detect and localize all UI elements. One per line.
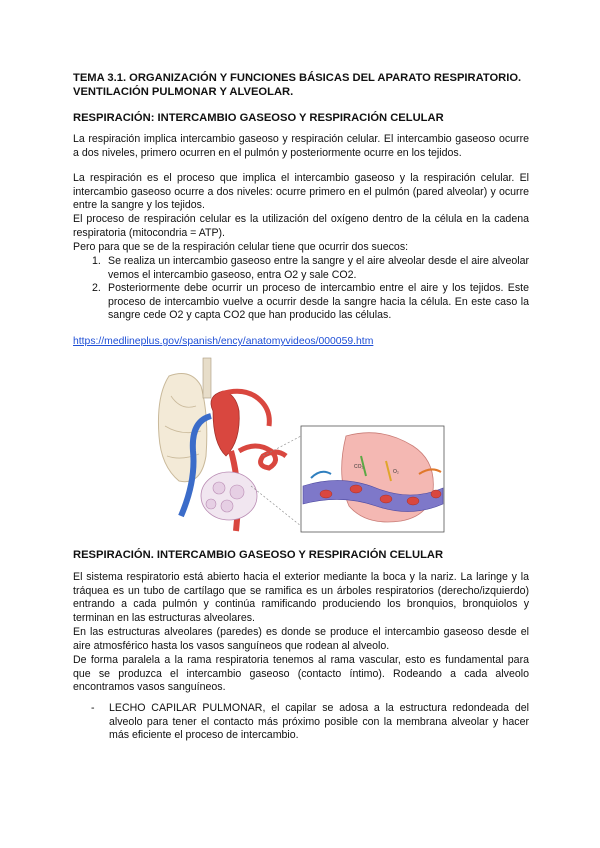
paragraph-4: Pero para que se de la respiración celular tiene que ocurrir dos suecos: [73,241,409,253]
list-item-text: Se realiza un intercambio gaseoso entre la sangre y el aire alveolar desde el aire alveolar vemos el intercambio gaseoso, entra O2 y sale CO2. [108,255,529,281]
section-heading-1: RESPIRACIÓN: INTERCAMBIO GASEOSO Y RESPIRACIÓN CELULAR [73,112,444,124]
o2-label: O₂ [393,469,399,475]
tissue-cluster [201,472,257,520]
dash-list-item [73,702,529,743]
paragraph-5: El sistema respiratorio está abierto hacia el exterior mediante la boca y la nariz. La laringe y la tráquea es un tubo de cartílago que se ramifica es un árboles respiratorios (derecho/izquierdo) entrando a cada pulmón y continúa ramificando produciendo los bronquios, bronquiolos y terminan en las estructuras alveolares. [73,571,529,624]
title-line-1: TEMA 3.1. ORGANIZACIÓN Y FUNCIONES BÁSICAS DEL APARATO RESPIRATORIO. [73,72,522,84]
paragraph-6: En las estructuras alveolares (paredes) es donde se produce el intercambio gaseoso desde el aire atmosférico hasta los vasos sanguíneos que rodean al alveolo. [73,626,529,652]
list-item-number: 2. [92,282,101,295]
paragraph-1: La respiración implica intercambio gaseoso y respiración celular. El intercambio gaseoso ocurre a dos niveles, primero ocurren en el pulmón y posteriormente ocurre en los tejidos. [73,133,529,159]
document-title [73,71,543,99]
capillary-coil [239,446,286,468]
dash-item-text: LECHO CAPILAR PULMONAR, el capilar se adosa a la estructura redondeada del alveolo para tener el contacto más próximo posible con la membrana alveolar y hacer más eficiente el proceso de intercambio. [109,702,529,742]
respiratory-illustration [151,356,447,536]
heart [211,391,239,456]
list-item-text: Posteriormente debe ocurrir un proceso de intercambio entre el aire y los tejidos. Este proceso de intercambio vuelve a ocurrir desde la sangre hacia la célula. En este caso la sangre cede O2 y capta CO2 que han producido las células. [108,282,529,322]
paragraph-2: La respiración es el proceso que implica el intercambio gaseoso y la respiración celular. El intercambio gaseoso ocurre a dos niveles: ocurre primero en el pulmón (pared alveolar) y ocurre entre la sangre y los tejidos. [73,172,529,212]
list-item [73,282,529,323]
paragraph-3: El proceso de respiración celular es la utilización del oxígeno dentro de la célula en la cadena respiratoria (mitocondria = ATP). [73,213,529,239]
trachea [203,358,211,398]
title-line-2: VENTILACIÓN PULMONAR Y ALVEOLAR. [73,86,294,98]
medlineplus-link[interactable]: https://medlineplus.gov/spanish/ency/anatomyvideos/000059.htm [73,336,374,347]
paragraph-7: De forma paralela a la rama respiratoria tenemos al rama vascular, esto es fundamental para que se produzca el intercambio gaseoso (contacto íntimo). Rodeando a cada alveolo encontramos vasos sanguíneos. [73,654,529,694]
co2-label: CO₂ [354,464,364,470]
list-item [73,255,529,282]
dash-marker: - [91,702,95,714]
section-heading-2: RESPIRACIÓN. INTERCAMBIO GASEOSO Y RESPIRACIÓN CELULAR [73,549,444,561]
numbered-list [73,255,529,323]
list-item-number: 1. [92,255,101,267]
